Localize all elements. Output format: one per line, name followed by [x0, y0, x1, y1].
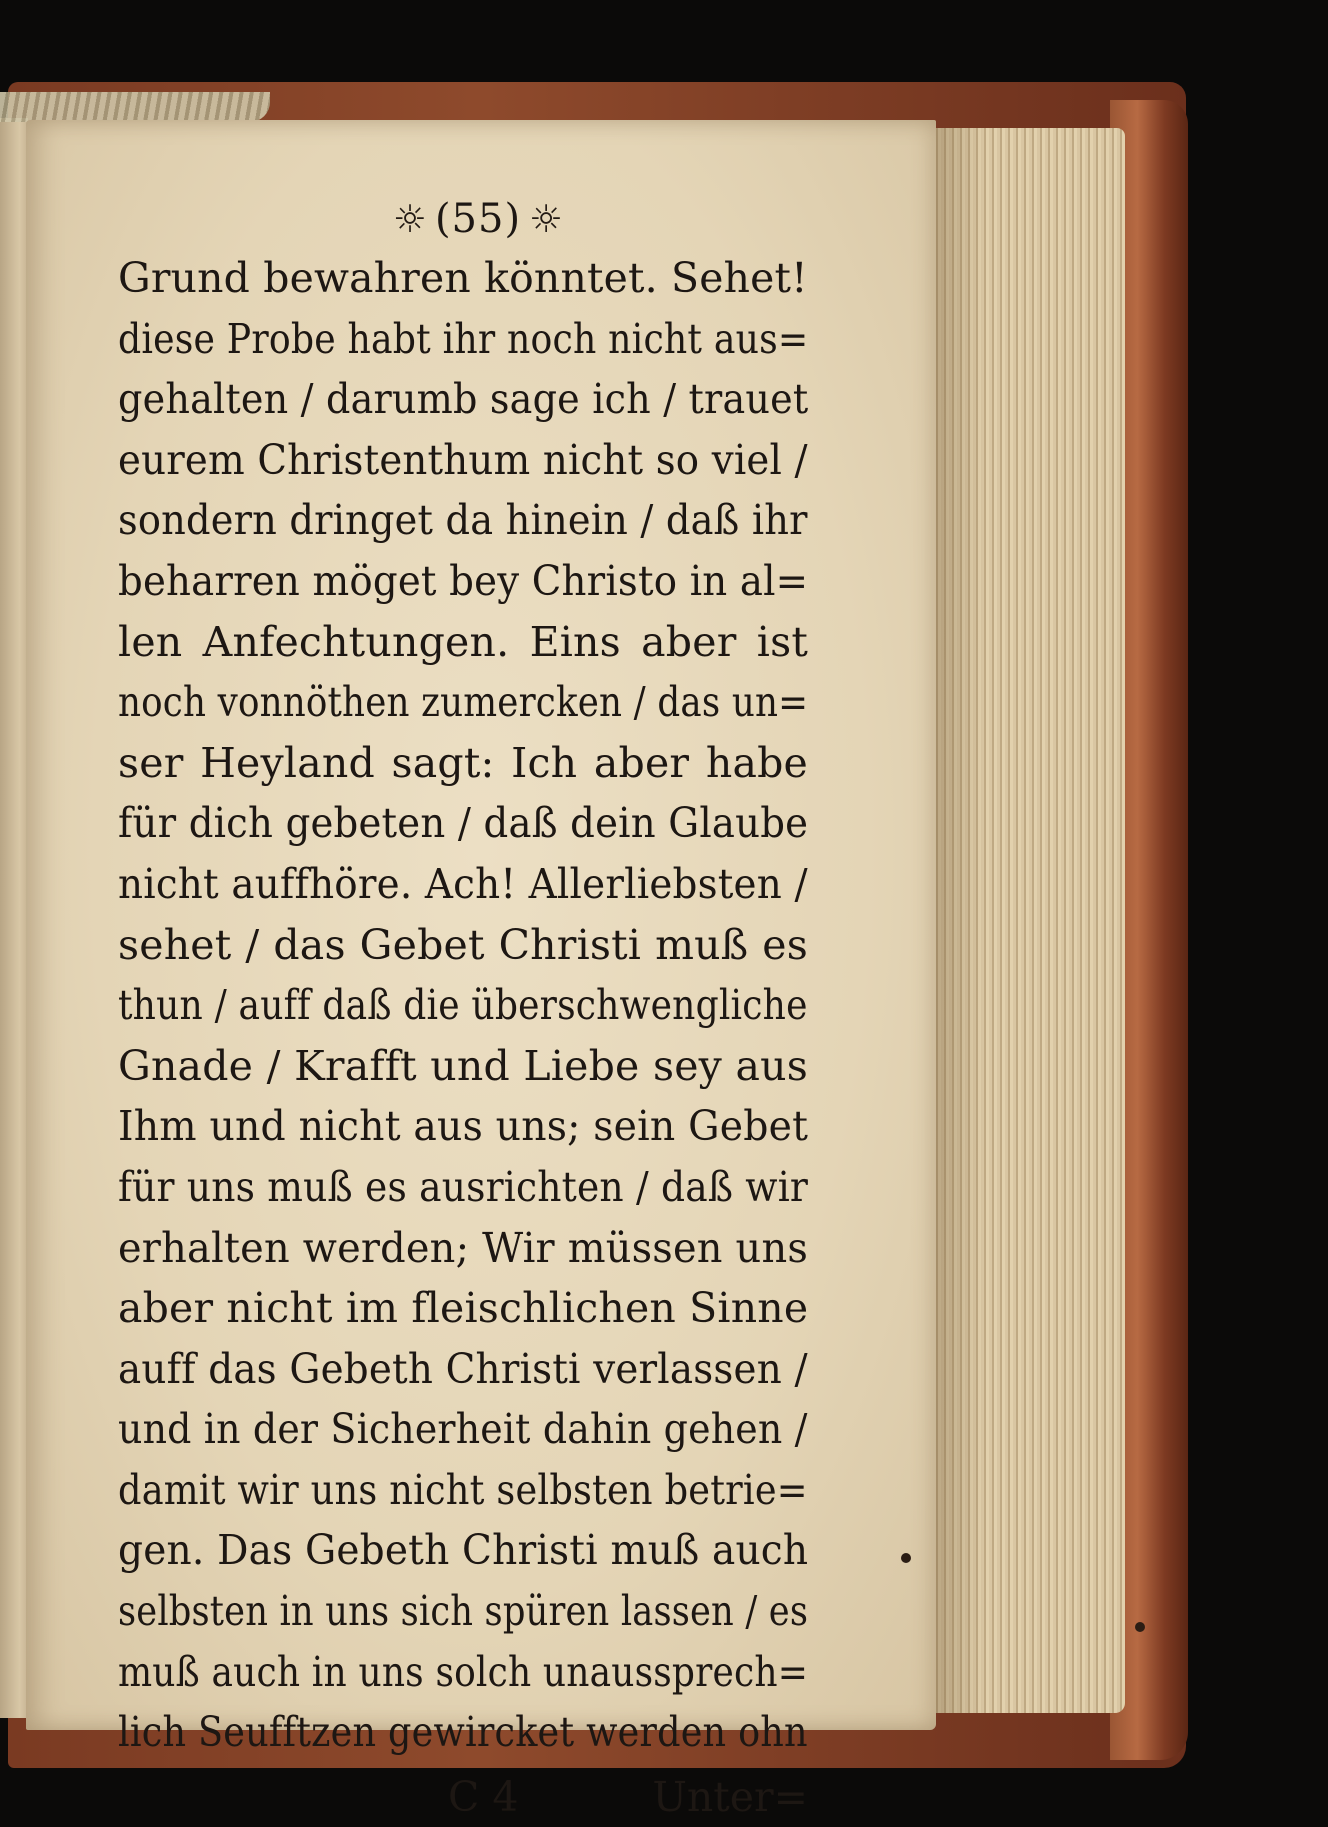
text-line: diese Probe habt ihr noch nicht aus= [118, 314, 809, 363]
text-line: gen. Das Gebeth Christi muß auch [118, 1526, 809, 1575]
ink-spot [901, 1553, 911, 1563]
page-header [148, 190, 808, 248]
catchword: Unter= [652, 1772, 808, 1821]
cover-spot [1135, 1622, 1145, 1632]
text-lines [118, 248, 808, 1763]
text-line: gehalten / darumb sage ich / trauet [118, 375, 809, 424]
page-footer [118, 1767, 808, 1827]
signature-mark: C 4 [448, 1772, 519, 1821]
page-number: (55) [434, 196, 522, 242]
text-line: ser Heyland sagt: Ich aber habe [118, 738, 808, 787]
text-line: nicht auffhöre. Ach! Allerliebsten / [118, 859, 808, 908]
text-line: sehet / das Gebet Christi muß es [118, 920, 808, 969]
text-line: für uns muß es ausrichten / daß wir [118, 1162, 809, 1211]
text-line: eurem Christenthum nicht so viel / [118, 435, 808, 484]
page-text [118, 190, 808, 1827]
headband [0, 92, 270, 122]
text-line: aber nicht im fleischlichen Sinne [118, 1284, 809, 1333]
text-line: noch vonnöthen zumercken / das un= [118, 678, 809, 727]
text-line: muß auch in uns solch unaussprech= [118, 1647, 809, 1696]
text-line: lich Seufftzen gewircket werden ohn [118, 1708, 808, 1757]
text-line: Ihm und nicht aus uns; sein Gebet [118, 1102, 809, 1151]
text-line: und in der Sicherheit dahin gehen / [118, 1405, 808, 1454]
text-line: für dich gebeten / daß dein Glaube [118, 799, 809, 848]
text-line: selbsten in uns sich spüren lassen / es [118, 1587, 809, 1636]
left-facing-page [0, 118, 28, 1718]
text-line: damit wir uns nicht selbsten betrie= [118, 1465, 808, 1514]
text-line: erhalten werden; Wir müssen uns [118, 1223, 809, 1272]
text-line: Gnade / Krafft und Liebe sey aus [118, 1041, 808, 1090]
text-line: sondern dringet da hinein / daß ihr [118, 496, 808, 545]
text-line: thun / auff daß die überschwengliche [118, 981, 808, 1030]
ornament-left-icon: ☼ [392, 197, 427, 241]
text-line: len Anfechtungen. Eins aber ist [118, 617, 808, 666]
text-line: Grund bewahren könntet. Sehet! [118, 254, 808, 302]
text-line: auff das Gebeth Christi verlassen / [118, 1344, 808, 1393]
text-line: beharren möget bey Christo in al= [118, 556, 809, 605]
ornament-right-icon: ☼ [529, 197, 564, 241]
